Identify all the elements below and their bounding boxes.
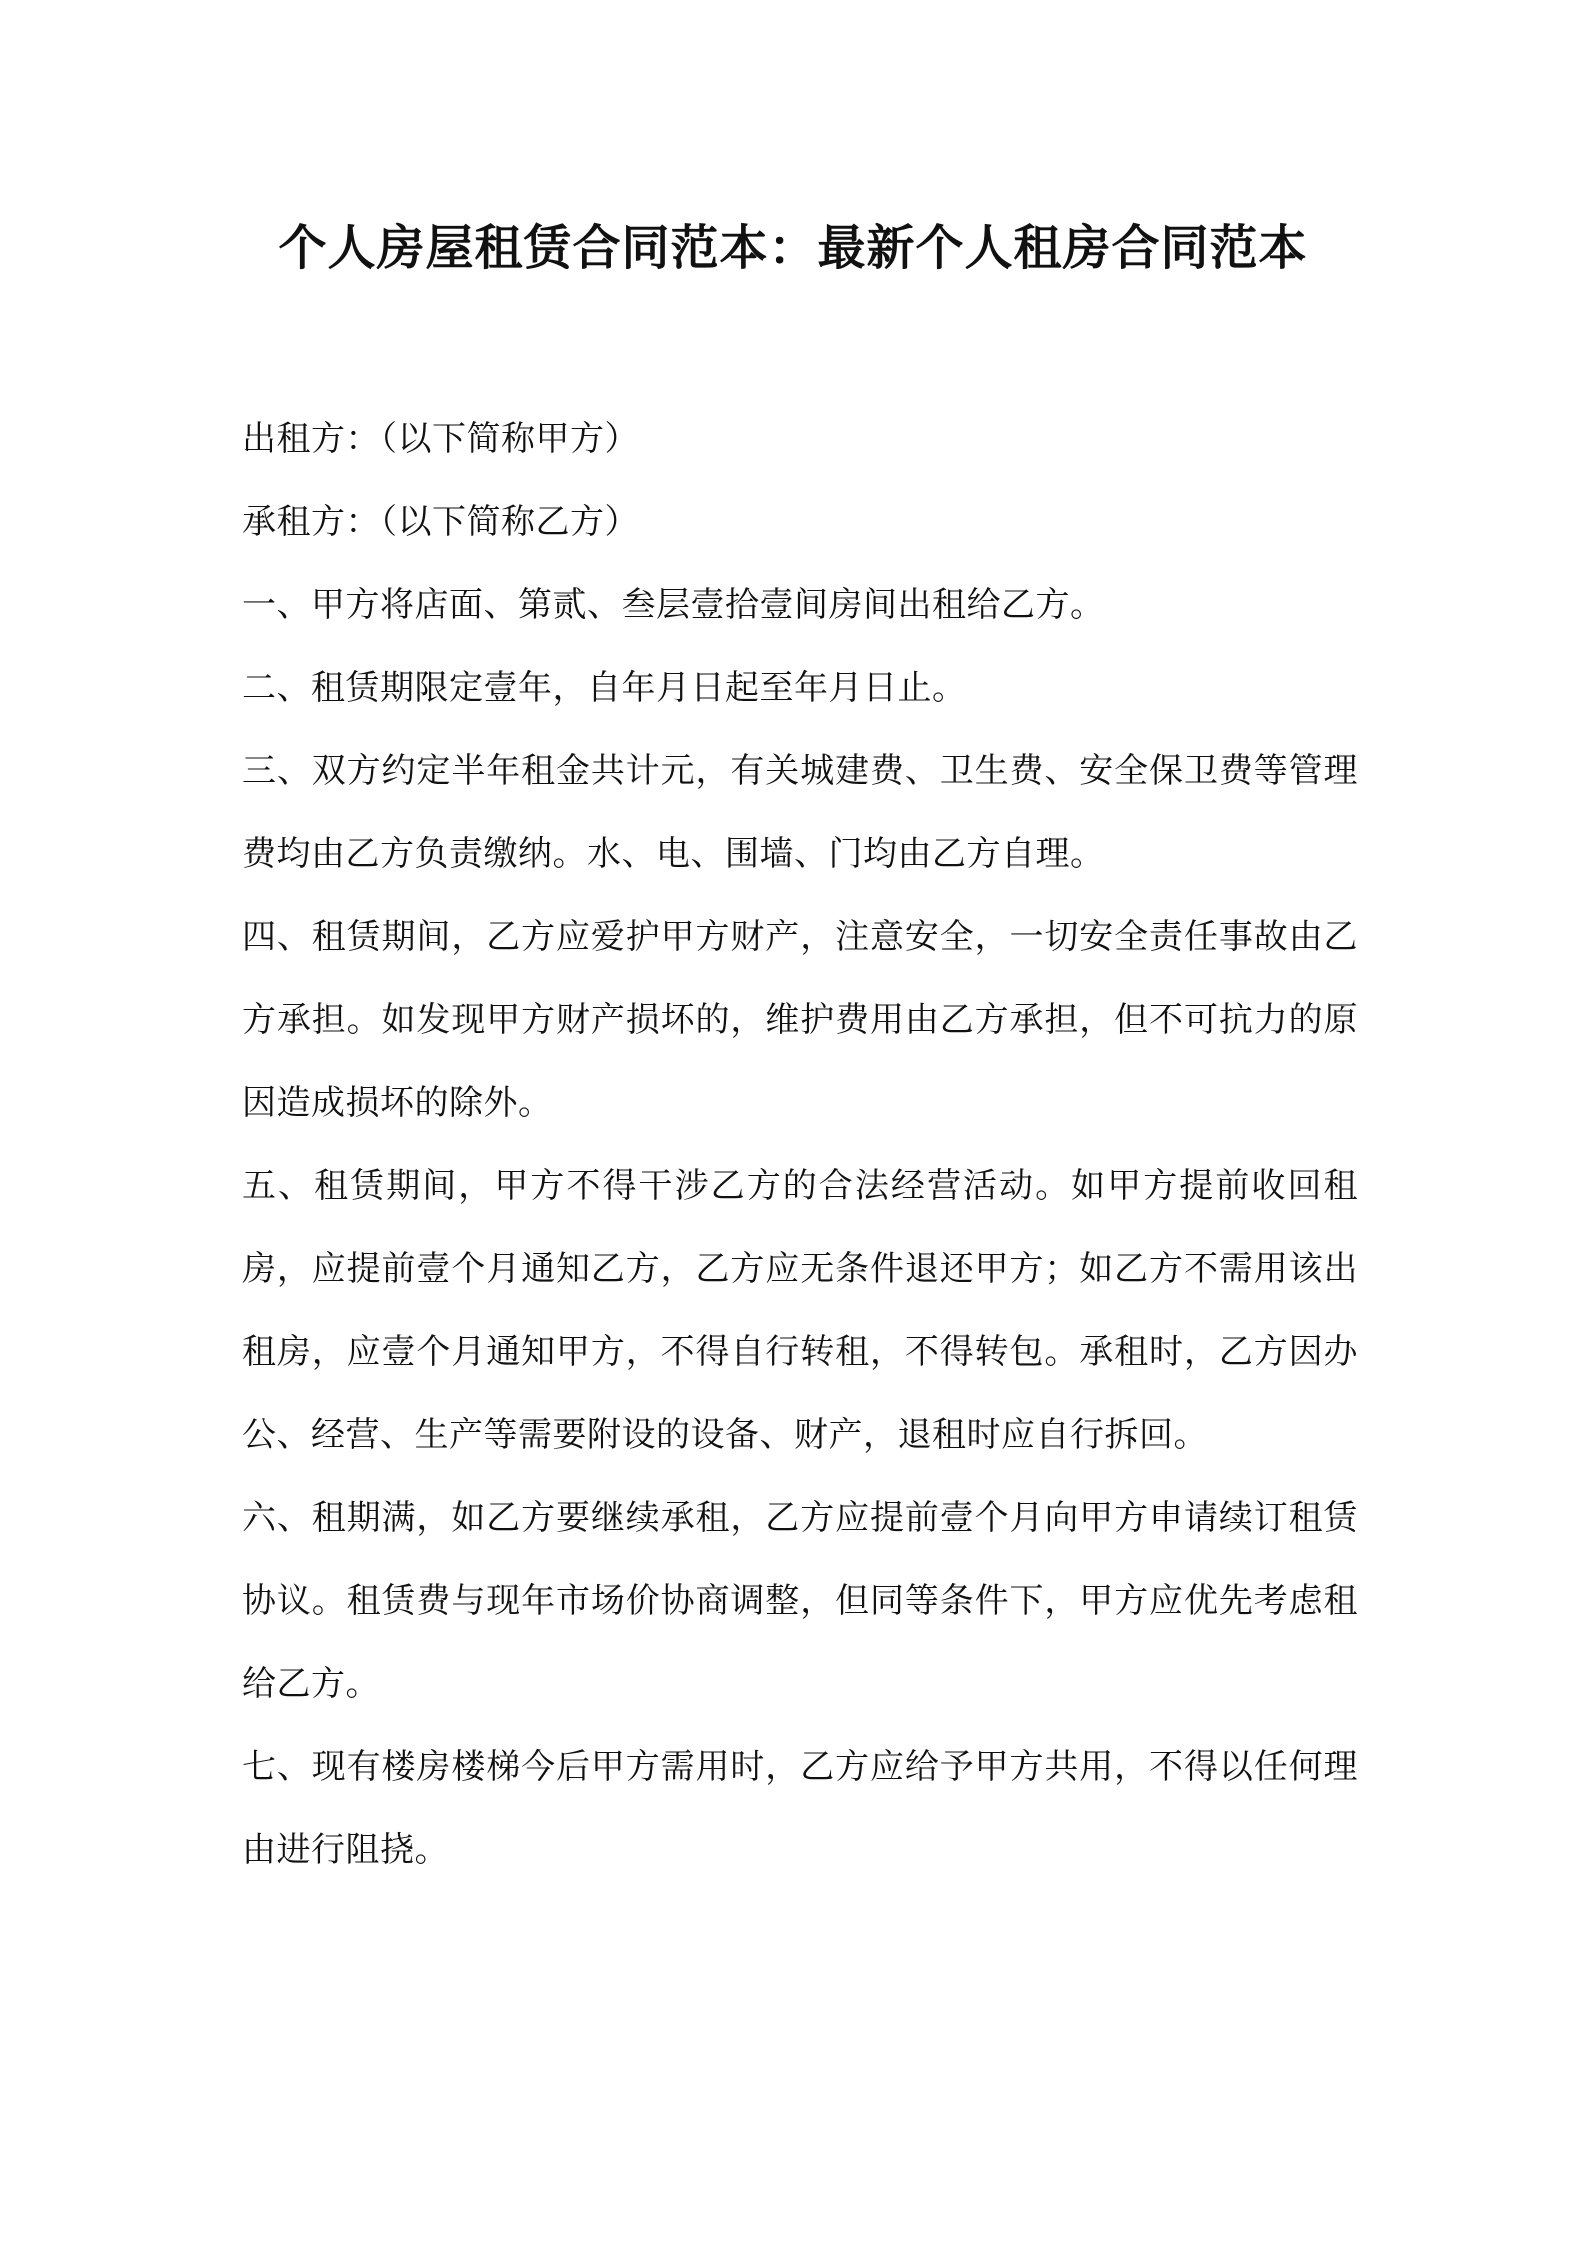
- clause-6: 六、租期满，如乙方要继续承租，乙方应提前壹个月向甲方申请续订租赁协议。租赁费与现年市场价协商调整，但同等条件下，甲方应优先考虑租给乙方。: [242, 1498, 1358, 1704]
- clause-5: 五、租赁期间，甲方不得干涉乙方的合法经营活动。如甲方提前收回租房，应提前壹个月通知乙方，乙方应无条件退还甲方；如乙方不需用该出租房，应壹个月通知甲方，不得自行转租，不得转包。承租时，乙方因办公、经营、生产等需要附设的设备、财产，退租时应自行拆回。: [242, 1166, 1358, 1455]
- clause-1: 一、甲方将店面、第贰、叁层壹拾壹间房间出租给乙方。: [242, 585, 1105, 625]
- clause-2: 二、租赁期限定壹年，自年月日起至年月日止。: [242, 668, 967, 708]
- clause-4: 四、租赁期间，乙方应爱护甲方财产，注意安全，一切安全责任事故由乙方承担。如发现甲方财产损坏的，维护费用由乙方承担，但不可抗力的原因造成损坏的除外。: [242, 917, 1358, 1123]
- clause-7: 七、现有楼房楼梯今后甲方需用时，乙方应给予甲方共用，不得以任何理由进行阻挠。: [242, 1747, 1358, 1870]
- document-title: 个人房屋租赁合同范本：最新个人租房合同范本: [278, 220, 1308, 276]
- document-body: [242, 398, 1358, 1892]
- lessee-line: 承租方：（以下简称乙方）: [242, 502, 639, 542]
- clause-3: 三、双方约定半年租金共计元，有关城建费、卫生费、安全保卫费等管理费均由乙方负责缴纳。水、电、围墙、门均由乙方自理。: [242, 751, 1358, 874]
- lessor-line: 出租方：（以下简称甲方）: [242, 419, 639, 459]
